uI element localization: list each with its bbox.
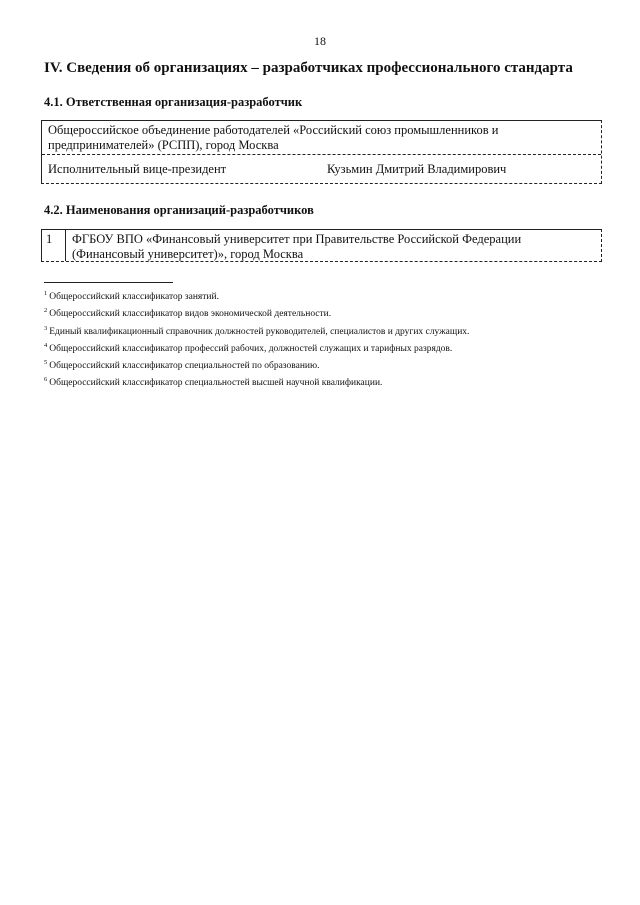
footnote-text: Общероссийский классификатор специальностей высшей научной квалификации.: [49, 378, 383, 389]
signatory-position: Исполнительный вице-президент: [48, 162, 227, 176]
developer-name-line-2: (Финансовый университет)», город Москва: [72, 247, 304, 261]
footnote-5: [44, 356, 604, 373]
responsible-org-heading: 4.1. Ответственная организация-разработчик: [44, 95, 303, 109]
signatory-name: Кузьмин Дмитрий Владимирович: [327, 162, 507, 176]
footnote-1: [44, 287, 604, 304]
footnote-divider: [44, 282, 173, 283]
org-name-line-2: предпринимателей» (РСПП), город Москва: [48, 138, 279, 152]
developer-row-name: [72, 232, 592, 262]
developer-orgs-heading: 4.2. Наименования организаций-разработчиков: [44, 203, 314, 217]
footnote-marker: 1: [44, 290, 48, 297]
responsible-org-table: [41, 120, 602, 184]
footnotes: [44, 287, 604, 391]
footnote-2: [44, 304, 604, 321]
org-name-line-1: Общероссийское объединение работодателей «Российский союз промышленников и: [48, 123, 499, 137]
org-name-cell: [42, 121, 601, 155]
footnote-text: Общероссийский классификатор видов экономической деятельности.: [49, 309, 332, 320]
footnote-text: Общероссийский классификатор занятий.: [49, 292, 219, 302]
footnote-text: Общероссийский классификатор профессий рабочих, должностей служащих и тарифных разрядов.: [49, 343, 453, 354]
footnote-marker: 4: [44, 341, 48, 349]
developer-row-number: 1: [42, 230, 66, 261]
footnote-6: [44, 373, 604, 390]
footnote-marker: 3: [44, 324, 48, 332]
footnote-3: [44, 322, 604, 339]
section-title: IV. Сведения об организациях – разработчиках профессионального стандарта: [44, 60, 573, 76]
footnote-marker: 6: [44, 376, 48, 384]
footnote-text: Общероссийский классификатор специальностей по образованию.: [49, 361, 320, 372]
footnote-4: [44, 339, 604, 356]
footnote-marker: 2: [44, 307, 48, 315]
org-signatory-row: [42, 155, 601, 184]
developer-orgs-table: [41, 229, 602, 262]
footnote-marker: 5: [44, 359, 48, 367]
footnote-text: Единый квалификационный справочник должностей руководителей, специалистов и других служащих.: [49, 326, 470, 337]
developer-name-line-1: ФГБОУ ВПО «Финансовый университет при Правительстве Российской Федерации: [72, 232, 522, 246]
page-number: 18: [314, 34, 326, 48]
